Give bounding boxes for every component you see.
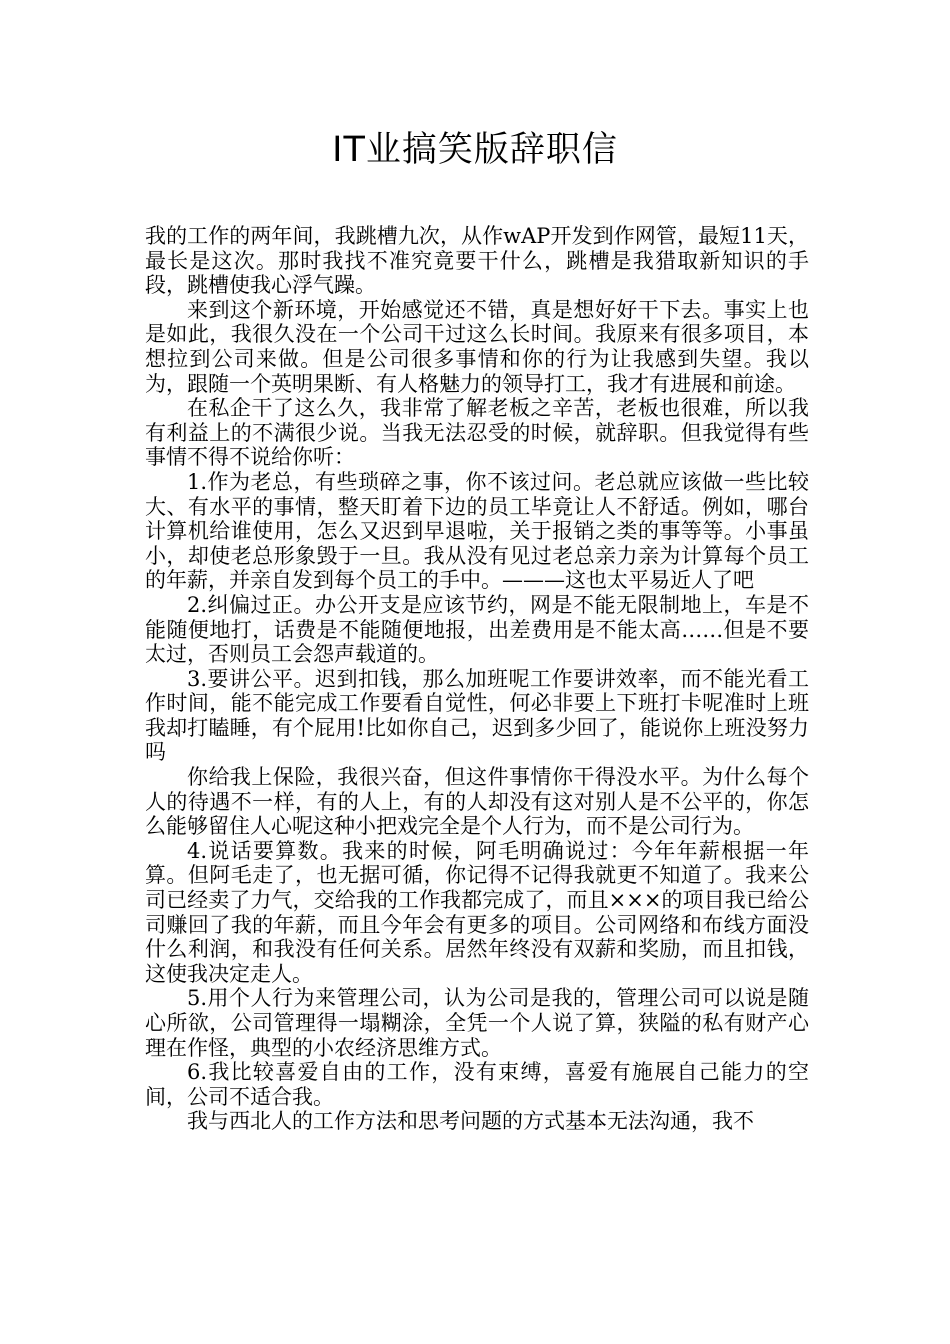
paragraph-10: 6.我比较喜爱自由的工作，没有束缚，喜爱有施展自己能力的空间，公司不适合我。 — [145, 1060, 809, 1109]
paragraph-11: 我与西北人的工作方法和思考问题的方式基本无法沟通，我不 — [187, 1109, 754, 1134]
paragraph-3: 在私企干了这么久，我非常了解老板之辛苦，老板也很难，所以我有利益上的不满很少说。当我无法忍受的时候，就辞职。但我觉得有些事情不得不说给你听： — [145, 396, 809, 470]
paragraph-8: 4.说话要算数。我来的时候，阿毛明确说过：今年年薪根据一年算。但阿毛走了，也无据可循，你记得不记得我就更不知道了。我来公司已经卖了力气，交给我的工作我都完成了，而且×××的项目我已给公司赚回了我的年薪，而且今年会有更多的项目。公司网络和布线方面没什么利润，和我没有任何关系。居然年终没有双薪和奖励，而且扣钱，这使我决定走人。 — [145, 838, 809, 986]
paragraph-1: 我的工作的两年间，我跳槽九次，从作wAP开发到作网管，最短11天，最长是这次。那时我找不准究竟要干什么，跳槽是我猎取新知识的手段，跳槽使我心浮气躁。 — [145, 224, 809, 298]
document-title: IT业搞笑版辞职信 — [332, 130, 618, 170]
paragraph-7: 你给我上保险，我很兴奋，但这件事情你干得没水平。为什么每个人的待遇不一样，有的人上，有的人却没有这对别人是不公平的，你怎么能够留住人心呢这种小把戏完全是个人行为，而不是公司行为。 — [145, 765, 809, 839]
paragraph-4: 1.作为老总，有些琐碎之事，你不该过问。老总就应该做一些比较大、有水平的事情，整天盯着下边的员工毕竟让人不舒适。例如，哪台计算机给谁使用，怎么又迟到早退啦，关于报销之类的事等等。小事虽小，却使老总形象毁于一旦。我从没有见过老总亲力亲为计算每个员工的年薪，并亲自发到每个员工的手中。———这也太平易近人了吧 — [145, 469, 809, 593]
paragraph-5: 2.纠偏过正。办公开支是应该节约，网是不能无限制地上，车是不能随便地打，话费是不能随便地报，出差费用是不能太高……但是不要太过，否则员工会怨声载道的。 — [145, 592, 809, 667]
paragraph-6: 3.要讲公平。迟到扣钱，那么加班呢工作要讲效率，而不能光看工作时间，能不能完成工作要看自觉性，何必非要上下班打卡呢准时上班我却打瞌睡，有个屁用!比如你自己，迟到多少回了，能说你上班没努力吗 — [145, 666, 809, 765]
paragraph-9: 5.用个人行为来管理公司，认为公司是我的，管理公司可以说是随心所欲，公司管理得一塌糊涂，全凭一个人说了算，狭隘的私有财产心理在作怪，典型的小农经济思维方式。 — [145, 986, 809, 1060]
document-body — [145, 224, 809, 1134]
paragraph-2: 来到这个新环境，开始感觉还不错，真是想好好干下去。事实上也是如此，我很久没在一个公司干过这么长时间。我原来有很多项目，本想拉到公司来做。但是公司很多事情和你的行为让我感到失望。我以为，跟随一个英明果断、有人格魅力的领导打工，我才有进展和前途。 — [145, 297, 809, 396]
